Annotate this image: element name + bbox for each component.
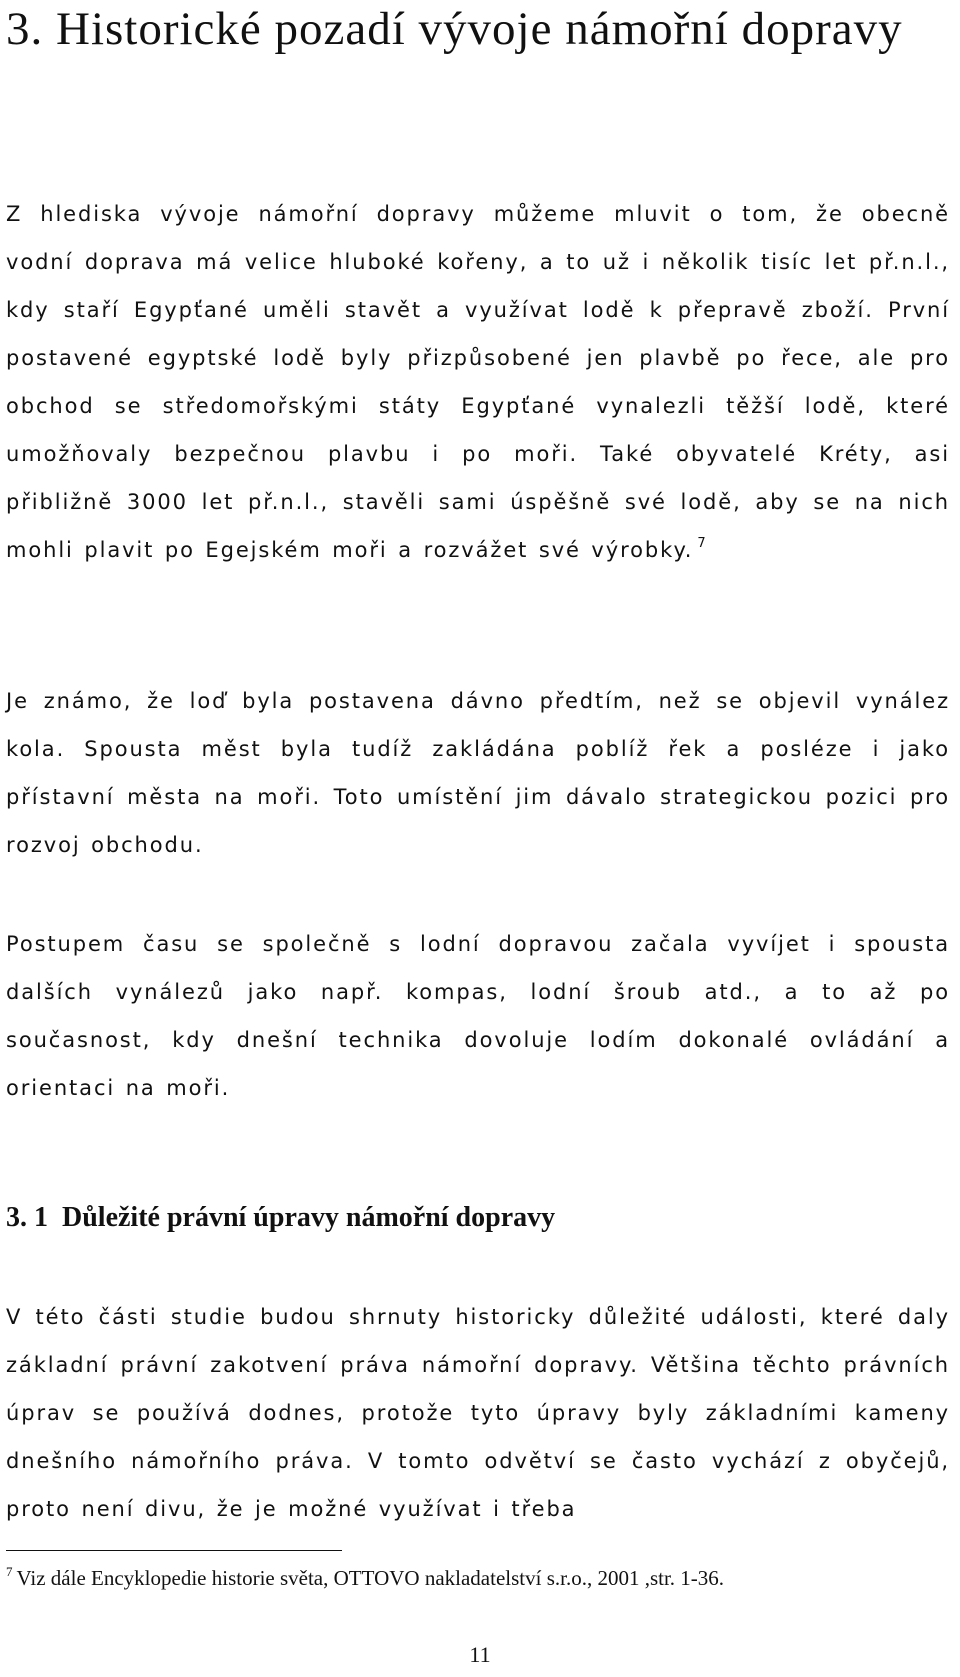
- section-number: 3. 1: [6, 1202, 48, 1233]
- paragraph-ship-before-wheel: Je známo, že loď byla postavena dávno předtím, než se objevil vynález kola. Spousta měst byla tudíž zakládána poblíž řek a posléze i jako přístavní města na moři. Toto umístění jim dávalo strategickou pozici pro rozvoj obchodu.: [6, 689, 950, 857]
- footnote-divider: [6, 1550, 342, 1551]
- section-title-text: Důležité právní úpravy námořní dopravy: [62, 1202, 556, 1233]
- footnote-number: 7: [6, 1564, 13, 1579]
- section-heading: [6, 1198, 555, 1238]
- page-number: 11: [469, 1642, 491, 1667]
- paragraph-inventions: Postupem času se společně s lodní dopravou začala vyvíjet i spousta dalších vynálezů jako např. kompas, lodní šroub atd., a to až po současnost, kdy dnešní technika dovoluje lodím dokonalé ovládání a orientaci na moři.: [6, 932, 950, 1100]
- paragraph-text: Z hlediska vývoje námořní dopravy můžeme mluvit o tom, že obecně vodní doprava má velice hluboké kořeny, a to už i několik tisíc let př.n.l., kdy staří Egypťané uměli stavět a využívat lodě k přepravě zboží. První postavené egyptské lodě byly přizpůsobené jen plavbě po řece, ale pro obchod se středomořskými státy Egypťané vynalezli těžší lodě, které umožňovaly bezpečnou plavbu i po moři. Také obyvatelé Kréty, asi přibližně 3000 let př.n.l., stavěli sami úspěšně své lodě, aby se na nich mohli plavit po Egejském moři a rozvážet své výrobky.: [6, 202, 950, 562]
- chapter-title: 3. Historické pozadí vývoje námořní dopravy: [6, 3, 903, 55]
- footnote-text: Viz dále Encyklopedie historie světa, OTTOVO nakladatelství s.r.o., 2001 ,str. 1-36.: [16, 1566, 725, 1590]
- footnote: [6, 1563, 724, 1593]
- paragraph-ancient-shipping: [6, 190, 950, 574]
- footnote-reference: 7: [697, 536, 708, 551]
- paragraph-legal-history: V této části studie budou shrnuty historicky důležité události, které daly základní právní zakotvení práva námořní dopravy. Většina těchto právních úprav se používá dodnes, protože tyto úpravy byly základními kameny dnešního námořního práva. V tomto odvětví se často vychází z obyčejů, proto není divu, že je možné využívat i třeba: [6, 1305, 950, 1521]
